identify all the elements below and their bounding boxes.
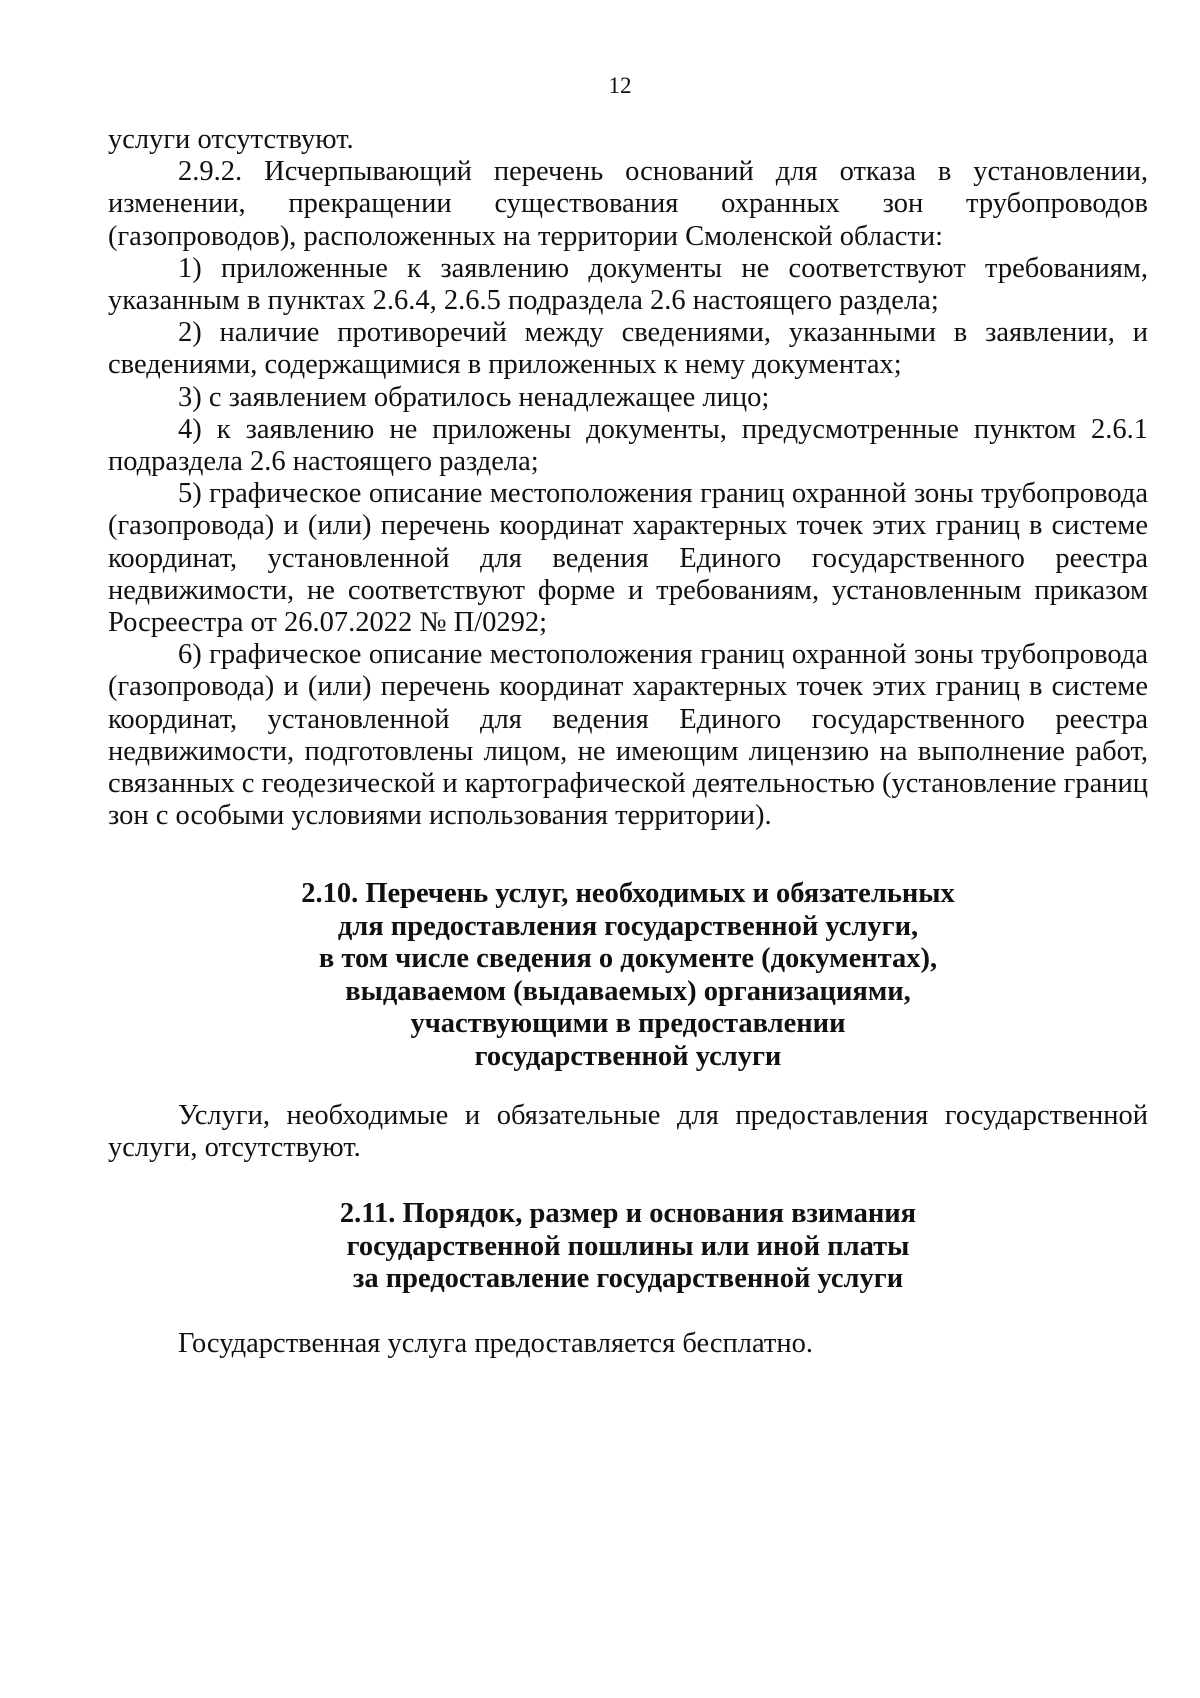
heading-line: выдаваемом (выдаваемых) организациями, — [345, 975, 911, 1007]
section-2-10-text: Услуги, необходимые и обязательные для предоставления государственной услуги, отсутствуют. — [108, 1100, 1148, 1164]
list-item-6: 6) графическое описание местоположения границ охранной зоны трубопровода (газопровода) и (или) перечень координат характерных точек этих границ в системе координат, установленной для ведения Единого государственного реестра недвижимости, подготовлены лицом, не имеющим лицензию на выполнение работ, связанных с геодезической и картографической деятельностью (установление границ зон с особыми условиями использования территории). — [108, 639, 1148, 832]
page-number: 12 — [608, 73, 632, 98]
heading-line: за предоставление государственной услуги — [352, 1263, 904, 1294]
section-2-10-body — [108, 1100, 1148, 1164]
section-2-10-heading — [108, 878, 1148, 1073]
paragraph-2-9-2: 2.9.2. Исчерпывающий перечень оснований для отказа в установлении, изменении, прекращении существования охранных зон трубопроводов (газопроводов), расположенных на территории Смоленской области: — [108, 156, 1148, 252]
section-2-9-body — [108, 124, 1148, 832]
heading-line: государственной пошлины или иной платы — [346, 1230, 910, 1262]
heading-line: государственной услуги — [474, 1040, 782, 1072]
heading-line: для предоставления государственной услуги, — [337, 910, 919, 942]
list-item-4: 4) к заявлению не приложены документы, предусмотренные пунктом 2.6.1 подраздела 2.6 настоящего раздела; — [108, 413, 1148, 478]
list-item-2: 2) наличие противоречий между сведениями, указанными в заявлении, и сведениями, содержащимися в приложенных к нему документах; — [108, 317, 1148, 381]
heading-line: 2.10. Перечень услуг, необходимых и обязательных — [301, 878, 955, 909]
list-item-5: 5) графическое описание местоположения границ охранной зоны трубопровода (газопровода) и (или) перечень координат характерных точек этих границ в системе координат, установленной для ведения Единого государственного реестра недвижимости, не соответствуют форме и требованиям, установленным приказом Росреестра от 26.07.2022 № П/0292; — [108, 478, 1148, 639]
list-item-3: 3) с заявлением обратилось ненадлежащее лицо; — [178, 381, 770, 413]
heading-line: в том числе сведения о документе (документах), — [318, 943, 938, 974]
section-2-11-body — [108, 1328, 1148, 1360]
heading-line: участвующими в предоставлении — [410, 1008, 846, 1039]
section-2-11-text: Государственная услуга предоставляется бесплатно. — [178, 1328, 814, 1359]
heading-line: 2.11. Порядок, размер и основания взимания — [339, 1198, 917, 1229]
list-item-1: 1) приложенные к заявлению документы не соответствуют требованиям, указанным в пунктах 2.6.4, 2.6.5 подраздела 2.6 настоящего раздела; — [108, 252, 1148, 317]
section-2-11-heading — [108, 1198, 1148, 1296]
paragraph-continuation: услуги отсутствуют. — [108, 124, 354, 155]
